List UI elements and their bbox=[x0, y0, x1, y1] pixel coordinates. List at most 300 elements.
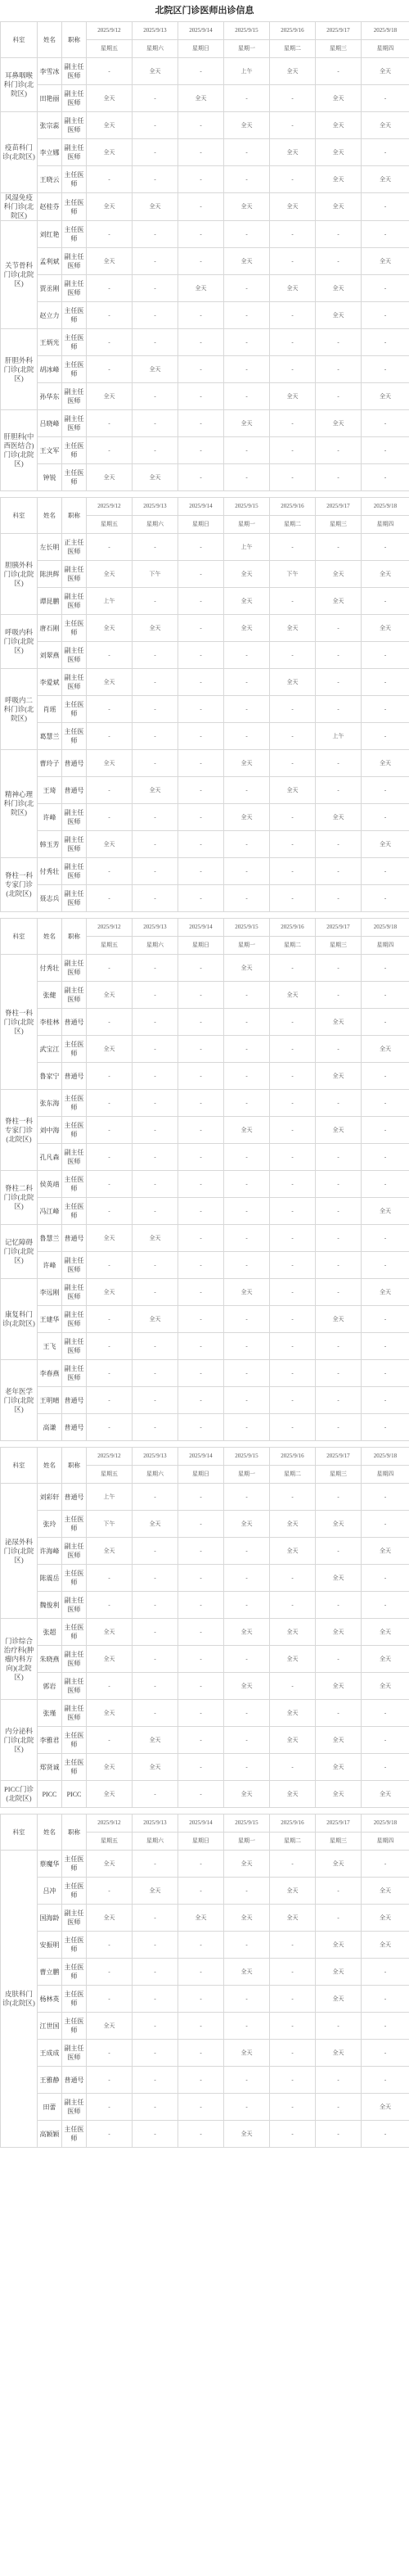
block-separator bbox=[1, 1808, 409, 1814]
schedule-slot-cell: - bbox=[224, 1036, 270, 1063]
schedule-slot-cell: 全天 bbox=[316, 1959, 362, 1986]
date-header: 2025/9/13 bbox=[133, 1814, 178, 1833]
schedule-slot-cell: 全天 bbox=[224, 750, 270, 777]
schedule-slot-cell: - bbox=[270, 831, 316, 858]
schedule-slot-cell: 全天 bbox=[224, 1279, 270, 1306]
schedule-slot-cell: - bbox=[178, 1932, 224, 1959]
schedule-slot-cell: - bbox=[270, 166, 316, 193]
table-row bbox=[1, 464, 409, 491]
schedule-slot-cell: 全天 bbox=[224, 248, 270, 275]
schedule-slot-cell: 全天 bbox=[270, 1727, 316, 1754]
schedule-slot-cell: - bbox=[133, 696, 178, 723]
schedule-slot-cell: - bbox=[362, 1063, 409, 1090]
schedule-slot-cell: 全天 bbox=[87, 561, 133, 588]
schedule-slot-cell: - bbox=[87, 410, 133, 437]
schedule-slot-cell: 全天 bbox=[362, 1673, 409, 1700]
separator-cell bbox=[1, 912, 409, 919]
schedule-slot-cell: - bbox=[178, 1619, 224, 1646]
schedule-slot-cell: - bbox=[178, 1009, 224, 1036]
schedule-slot-cell: - bbox=[178, 1063, 224, 1090]
schedule-slot-cell: 全天 bbox=[316, 85, 362, 112]
schedule-slot-cell: 全天 bbox=[87, 248, 133, 275]
date-header: 2025/9/16 bbox=[270, 1814, 316, 1833]
schedule-slot-cell: - bbox=[224, 1225, 270, 1252]
date-header: 2025/9/14 bbox=[178, 22, 224, 40]
schedule-slot-cell: 全天 bbox=[133, 1306, 178, 1333]
schedule-slot-cell: - bbox=[178, 2040, 224, 2067]
schedule-slot-cell: 全天 bbox=[316, 410, 362, 437]
schedule-slot-cell: - bbox=[133, 85, 178, 112]
doctor-name-cell: 江世国 bbox=[38, 2013, 62, 2040]
schedule-slot-cell: - bbox=[270, 588, 316, 615]
doctor-name-cell: 许海峰 bbox=[38, 1538, 62, 1565]
schedule-slot-cell: - bbox=[224, 831, 270, 858]
schedule-slot-cell: - bbox=[270, 329, 316, 356]
doctor-name-cell: 李立娜 bbox=[38, 139, 62, 166]
table-row bbox=[1, 858, 409, 885]
doctor-name-cell: 张超 bbox=[38, 1619, 62, 1646]
doctor-name-cell: 孙华东 bbox=[38, 383, 62, 410]
schedule-slot-cell: 全天 bbox=[87, 2013, 133, 2040]
doctor-name-cell: 许峰 bbox=[38, 804, 62, 831]
doctor-title-cell: 副主任医师 bbox=[62, 669, 87, 696]
schedule-slot-cell: 全天 bbox=[362, 1646, 409, 1673]
doctor-title-cell: 普通号 bbox=[62, 1387, 87, 1414]
schedule-slot-cell: - bbox=[87, 1592, 133, 1619]
schedule-slot-cell: - bbox=[87, 2040, 133, 2067]
schedule-slot-cell: - bbox=[224, 1700, 270, 1727]
table-row bbox=[1, 1959, 409, 1986]
schedule-slot-cell: - bbox=[87, 329, 133, 356]
schedule-slot-cell: - bbox=[133, 1360, 178, 1387]
schedule-slot-cell: 全天 bbox=[316, 1986, 362, 2013]
schedule-slot-cell: 全天 bbox=[87, 112, 133, 139]
doctor-name-cell: 安振明 bbox=[38, 1932, 62, 1959]
doctor-title-cell: 主任医师 bbox=[62, 1198, 87, 1225]
table-row bbox=[1, 139, 409, 166]
schedule-slot-cell: 全天 bbox=[316, 1673, 362, 1700]
schedule-slot-cell: - bbox=[178, 1360, 224, 1387]
schedule-slot-cell: - bbox=[87, 221, 133, 248]
schedule-slot-cell: - bbox=[133, 669, 178, 696]
date-header: 2025/9/14 bbox=[178, 498, 224, 516]
schedule-slot-cell: - bbox=[362, 1306, 409, 1333]
date-header: 2025/9/18 bbox=[362, 1814, 409, 1833]
schedule-slot-cell: - bbox=[178, 248, 224, 275]
schedule-slot-cell: 全天 bbox=[133, 464, 178, 491]
schedule-slot-cell: - bbox=[362, 1387, 409, 1414]
schedule-slot-cell: - bbox=[224, 1484, 270, 1511]
schedule-slot-cell: - bbox=[362, 1986, 409, 2013]
schedule-slot-cell: - bbox=[224, 858, 270, 885]
schedule-slot-cell: - bbox=[316, 1171, 362, 1198]
date-header: 2025/9/18 bbox=[362, 1448, 409, 1466]
doctor-title-cell: 主任医师 bbox=[62, 464, 87, 491]
table-row bbox=[1, 1851, 409, 1878]
schedule-slot-cell: - bbox=[362, 1565, 409, 1592]
schedule-slot-cell: - bbox=[362, 1225, 409, 1252]
doctor-name-cell: 王建华 bbox=[38, 1306, 62, 1333]
department-cell: 肝胆外科门诊(北院区) bbox=[1, 329, 38, 410]
schedule-slot-cell: - bbox=[178, 464, 224, 491]
doctor-title-cell: 主任医师 bbox=[62, 1878, 87, 1905]
schedule-slot-cell: 全天 bbox=[133, 777, 178, 804]
doctor-name-cell: 许峰 bbox=[38, 1252, 62, 1279]
date-header: 2025/9/15 bbox=[224, 1814, 270, 1833]
schedule-slot-cell: 全天 bbox=[224, 804, 270, 831]
doctor-title-cell: 普通号 bbox=[62, 777, 87, 804]
schedule-slot-cell: - bbox=[133, 1484, 178, 1511]
doctor-title-cell: 主任医师 bbox=[62, 1754, 87, 1781]
schedule-slot-cell: - bbox=[133, 588, 178, 615]
schedule-slot-cell: - bbox=[87, 1878, 133, 1905]
schedule-slot-cell: - bbox=[316, 1279, 362, 1306]
schedule-slot-cell: - bbox=[178, 1673, 224, 1700]
schedule-slot-cell: - bbox=[133, 1117, 178, 1144]
schedule-slot-cell: - bbox=[362, 2040, 409, 2067]
schedule-slot-cell: 全天 bbox=[270, 1646, 316, 1673]
schedule-slot-cell: - bbox=[316, 2094, 362, 2121]
schedule-slot-cell: - bbox=[178, 1333, 224, 1360]
schedule-slot-cell: 全天 bbox=[362, 248, 409, 275]
schedule-slot-cell: - bbox=[362, 275, 409, 302]
schedule-slot-cell: - bbox=[87, 356, 133, 383]
schedule-slot-cell: 全天 bbox=[316, 1781, 362, 1808]
weekday-header: 星期五 bbox=[87, 1833, 133, 1851]
date-header-row bbox=[1, 1448, 409, 1466]
doctor-title-cell: 副主任医师 bbox=[62, 955, 87, 982]
date-header: 2025/9/13 bbox=[133, 919, 178, 937]
doctor-name-cell: 郑贤诚 bbox=[38, 1754, 62, 1781]
doctor-title-cell: 副主任医师 bbox=[62, 139, 87, 166]
doctor-name-cell: 王成成 bbox=[38, 2040, 62, 2067]
schedule-slot-cell: - bbox=[87, 1565, 133, 1592]
schedule-slot-cell: 全天 bbox=[316, 1063, 362, 1090]
doctor-title-cell: 副主任医师 bbox=[62, 2094, 87, 2121]
department-cell: 脊柱一科专家门诊(北院区) bbox=[1, 1090, 38, 1171]
table-row bbox=[1, 2040, 409, 2067]
schedule-slot-cell: 全天 bbox=[87, 1781, 133, 1808]
doctor-name-cell: 张瑾 bbox=[38, 1700, 62, 1727]
table-row bbox=[1, 1932, 409, 1959]
schedule-slot-cell: 全天 bbox=[270, 383, 316, 410]
weekday-header: 星期三 bbox=[316, 1833, 362, 1851]
separator-cell bbox=[1, 491, 409, 498]
schedule-slot-cell: - bbox=[178, 588, 224, 615]
schedule-slot-cell: - bbox=[270, 2067, 316, 2094]
schedule-slot-cell: 全天 bbox=[270, 1700, 316, 1727]
schedule-slot-cell: - bbox=[316, 464, 362, 491]
doctor-name-cell: 曹立鹏 bbox=[38, 1959, 62, 1986]
schedule-slot-cell: - bbox=[362, 1090, 409, 1117]
schedule-slot-cell: - bbox=[178, 1225, 224, 1252]
schedule-slot-cell: - bbox=[133, 750, 178, 777]
table-row bbox=[1, 1036, 409, 1063]
doctor-name-cell: 张健 bbox=[38, 982, 62, 1009]
schedule-slot-cell: - bbox=[316, 1225, 362, 1252]
table-row bbox=[1, 2094, 409, 2121]
table-row bbox=[1, 1171, 409, 1198]
doctor-title-cell: 主任医师 bbox=[62, 1932, 87, 1959]
date-header: 2025/9/14 bbox=[178, 1448, 224, 1466]
doctor-name-cell: 杨林英 bbox=[38, 1986, 62, 2013]
schedule-slot-cell: - bbox=[316, 669, 362, 696]
schedule-slot-cell: - bbox=[87, 1333, 133, 1360]
schedule-slot-cell: - bbox=[178, 1646, 224, 1673]
doctor-title-cell: 副主任医师 bbox=[62, 642, 87, 669]
schedule-slot-cell: - bbox=[362, 1484, 409, 1511]
schedule-slot-cell: - bbox=[133, 248, 178, 275]
schedule-slot-cell: - bbox=[316, 831, 362, 858]
schedule-slot-cell: 全天 bbox=[316, 1565, 362, 1592]
doctor-title-cell: 副主任医师 bbox=[62, 275, 87, 302]
schedule-slot-cell: 全天 bbox=[87, 193, 133, 221]
schedule-slot-cell: - bbox=[270, 112, 316, 139]
schedule-slot-cell: - bbox=[362, 193, 409, 221]
doctor-name-cell: 李雅君 bbox=[38, 1727, 62, 1754]
date-header: 2025/9/12 bbox=[87, 22, 133, 40]
schedule-slot-cell: - bbox=[133, 1171, 178, 1198]
doctor-title-cell: 副主任医师 bbox=[62, 383, 87, 410]
doctor-name-cell: 孔凡森 bbox=[38, 1144, 62, 1171]
schedule-slot-cell: - bbox=[133, 1700, 178, 1727]
schedule-slot-cell: - bbox=[133, 1279, 178, 1306]
schedule-slot-cell: 全天 bbox=[362, 2094, 409, 2121]
schedule-slot-cell: 全天 bbox=[133, 1878, 178, 1905]
table-row bbox=[1, 1592, 409, 1619]
schedule-slot-cell: - bbox=[178, 1252, 224, 1279]
schedule-slot-cell: - bbox=[87, 1306, 133, 1333]
doctor-name-cell: 王炳光 bbox=[38, 329, 62, 356]
table-row bbox=[1, 356, 409, 383]
schedule-slot-cell: - bbox=[316, 1252, 362, 1279]
schedule-slot-cell: 全天 bbox=[133, 356, 178, 383]
schedule-slot-cell: - bbox=[178, 1484, 224, 1511]
schedule-slot-cell: 全天 bbox=[362, 166, 409, 193]
schedule-slot-cell: - bbox=[224, 1144, 270, 1171]
schedule-slot-cell: - bbox=[224, 1387, 270, 1414]
schedule-slot-cell: - bbox=[178, 885, 224, 912]
schedule-slot-cell: - bbox=[316, 955, 362, 982]
schedule-table bbox=[0, 21, 409, 2148]
schedule-slot-cell: - bbox=[316, 1144, 362, 1171]
schedule-slot-cell: - bbox=[178, 804, 224, 831]
table-row bbox=[1, 437, 409, 464]
schedule-slot-cell: - bbox=[362, 1511, 409, 1538]
doctor-title-cell: 副主任医师 bbox=[62, 1646, 87, 1673]
department-cell: 呼吸内二科门诊(北院区) bbox=[1, 669, 38, 750]
weekday-header: 星期四 bbox=[362, 516, 409, 534]
schedule-slot-cell: - bbox=[316, 1090, 362, 1117]
schedule-slot-cell: - bbox=[270, 1851, 316, 1878]
schedule-slot-cell: - bbox=[133, 1781, 178, 1808]
schedule-slot-cell: 全天 bbox=[316, 112, 362, 139]
doctor-title-cell: 副主任医师 bbox=[62, 1700, 87, 1727]
department-cell: 内分泌科门诊(北院区) bbox=[1, 1700, 38, 1781]
doctor-name-cell: PICC bbox=[38, 1781, 62, 1808]
table-row bbox=[1, 642, 409, 669]
schedule-slot-cell: - bbox=[133, 1959, 178, 1986]
schedule-slot-cell: - bbox=[87, 437, 133, 464]
doctor-name-cell: 李春燕 bbox=[38, 1360, 62, 1387]
schedule-slot-cell: - bbox=[178, 858, 224, 885]
schedule-slot-cell: - bbox=[178, 1959, 224, 1986]
date-header: 2025/9/17 bbox=[316, 498, 362, 516]
department-cell: 门诊综合治疗科(肿瘤内科方向)(北院区) bbox=[1, 1619, 38, 1700]
schedule-slot-cell: - bbox=[224, 982, 270, 1009]
name-column-header: 姓名 bbox=[38, 1814, 62, 1851]
dept-column-header: 科室 bbox=[1, 22, 38, 58]
doctor-name-cell: 陈震岳 bbox=[38, 1565, 62, 1592]
block-separator bbox=[1, 912, 409, 919]
schedule-slot-cell: - bbox=[270, 858, 316, 885]
doctor-name-cell: 魏俊利 bbox=[38, 1592, 62, 1619]
doctor-title-cell: 副主任医师 bbox=[62, 1252, 87, 1279]
schedule-slot-cell: 上午 bbox=[316, 723, 362, 750]
schedule-slot-cell: 全天 bbox=[316, 1511, 362, 1538]
schedule-slot-cell: - bbox=[178, 166, 224, 193]
table-row bbox=[1, 669, 409, 696]
weekday-header: 星期日 bbox=[178, 1466, 224, 1484]
schedule-slot-cell: 全天 bbox=[270, 1878, 316, 1905]
schedule-slot-cell: - bbox=[178, 1986, 224, 2013]
schedule-slot-cell: 全天 bbox=[270, 1619, 316, 1646]
doctor-title-cell: 主任医师 bbox=[62, 1511, 87, 1538]
doctor-title-cell: 主任医师 bbox=[62, 1090, 87, 1117]
schedule-slot-cell: - bbox=[87, 1932, 133, 1959]
doctor-title-cell: 副主任医师 bbox=[62, 831, 87, 858]
schedule-slot-cell: - bbox=[316, 1538, 362, 1565]
schedule-slot-cell: 全天 bbox=[224, 1511, 270, 1538]
table-row bbox=[1, 955, 409, 982]
schedule-slot-cell: - bbox=[133, 982, 178, 1009]
schedule-slot-cell: 全天 bbox=[316, 302, 362, 329]
schedule-slot-cell: - bbox=[87, 1198, 133, 1225]
schedule-slot-cell: - bbox=[270, 723, 316, 750]
schedule-slot-cell: - bbox=[87, 696, 133, 723]
schedule-slot-cell: 全天 bbox=[178, 1905, 224, 1932]
table-row bbox=[1, 383, 409, 410]
department-cell: 脊柱二科门诊(北院区) bbox=[1, 1171, 38, 1225]
table-row bbox=[1, 2067, 409, 2094]
schedule-slot-cell: - bbox=[224, 642, 270, 669]
schedule-slot-cell: - bbox=[270, 804, 316, 831]
schedule-slot-cell: - bbox=[362, 1851, 409, 1878]
date-header: 2025/9/15 bbox=[224, 22, 270, 40]
doctor-name-cell: 郭岩 bbox=[38, 1673, 62, 1700]
schedule-slot-cell: - bbox=[270, 1959, 316, 1986]
schedule-slot-cell: 全天 bbox=[87, 1036, 133, 1063]
schedule-slot-cell: - bbox=[270, 1009, 316, 1036]
schedule-slot-cell: - bbox=[133, 1198, 178, 1225]
dept-column-header: 科室 bbox=[1, 498, 38, 534]
schedule-slot-cell: - bbox=[270, 1306, 316, 1333]
doctor-name-cell: 侯英靖 bbox=[38, 1171, 62, 1198]
doctor-name-cell: 国海龄 bbox=[38, 1905, 62, 1932]
schedule-slot-cell: - bbox=[362, 1009, 409, 1036]
schedule-slot-cell: - bbox=[133, 112, 178, 139]
schedule-slot-cell: 全天 bbox=[133, 1727, 178, 1754]
schedule-slot-cell: - bbox=[270, 2121, 316, 2148]
department-cell: 疫苗科门诊(北院区) bbox=[1, 112, 38, 193]
schedule-slot-cell: - bbox=[87, 1144, 133, 1171]
department-cell: 记忆障碍门诊(北院区) bbox=[1, 1225, 38, 1279]
schedule-slot-cell: - bbox=[224, 669, 270, 696]
schedule-slot-cell: - bbox=[270, 248, 316, 275]
doctor-title-cell: 主任医师 bbox=[62, 1117, 87, 1144]
schedule-slot-cell: - bbox=[178, 1414, 224, 1441]
schedule-slot-cell: - bbox=[270, 1484, 316, 1511]
schedule-slot-cell: - bbox=[362, 723, 409, 750]
schedule-slot-cell: - bbox=[224, 723, 270, 750]
schedule-slot-cell: - bbox=[87, 777, 133, 804]
table-row bbox=[1, 1117, 409, 1144]
doctor-name-cell: 张东海 bbox=[38, 1090, 62, 1117]
doctor-name-cell: 王飞 bbox=[38, 1333, 62, 1360]
schedule-slot-cell: 全天 bbox=[362, 58, 409, 85]
weekday-header: 星期三 bbox=[316, 1466, 362, 1484]
schedule-slot-cell: 全天 bbox=[316, 193, 362, 221]
schedule-slot-cell: - bbox=[178, 1754, 224, 1781]
schedule-slot-cell: - bbox=[270, 1754, 316, 1781]
schedule-slot-cell: 全天 bbox=[316, 166, 362, 193]
schedule-slot-cell: - bbox=[224, 1063, 270, 1090]
schedule-slot-cell: - bbox=[178, 302, 224, 329]
schedule-slot-cell: - bbox=[87, 1117, 133, 1144]
schedule-slot-cell: - bbox=[178, 669, 224, 696]
schedule-slot-cell: - bbox=[362, 642, 409, 669]
weekday-header: 星期六 bbox=[133, 40, 178, 58]
schedule-slot-cell: 全天 bbox=[87, 1700, 133, 1727]
table-row bbox=[1, 302, 409, 329]
schedule-slot-cell: - bbox=[270, 1360, 316, 1387]
schedule-slot-cell: 全天 bbox=[316, 1619, 362, 1646]
doctor-title-cell: 副主任医师 bbox=[62, 410, 87, 437]
schedule-slot-cell: - bbox=[224, 464, 270, 491]
table-row bbox=[1, 1279, 409, 1306]
schedule-slot-cell: 全天 bbox=[87, 464, 133, 491]
date-header-row bbox=[1, 1814, 409, 1833]
schedule-slot-cell: - bbox=[178, 1090, 224, 1117]
schedule-slot-cell: - bbox=[133, 1646, 178, 1673]
department-cell: 康复科门诊(北院区) bbox=[1, 1279, 38, 1360]
schedule-slot-cell: - bbox=[178, 383, 224, 410]
schedule-slot-cell: - bbox=[362, 1333, 409, 1360]
table-row bbox=[1, 1306, 409, 1333]
schedule-slot-cell: - bbox=[316, 1198, 362, 1225]
date-header: 2025/9/17 bbox=[316, 919, 362, 937]
schedule-slot-cell: 全天 bbox=[362, 1878, 409, 1905]
table-row bbox=[1, 275, 409, 302]
doctor-name-cell: 付秀壮 bbox=[38, 858, 62, 885]
doctor-name-cell: 左长明 bbox=[38, 534, 62, 561]
doctor-name-cell: 谭昆鹏 bbox=[38, 588, 62, 615]
department-cell: 呼吸内科门诊(北院区) bbox=[1, 615, 38, 669]
table-row bbox=[1, 1387, 409, 1414]
title-column-header: 职称 bbox=[62, 22, 87, 58]
schedule-slot-cell: 全天 bbox=[87, 615, 133, 642]
schedule-slot-cell: 上午 bbox=[224, 534, 270, 561]
schedule-slot-cell: 全天 bbox=[362, 383, 409, 410]
schedule-slot-cell: - bbox=[224, 356, 270, 383]
schedule-slot-cell: - bbox=[316, 534, 362, 561]
schedule-slot-cell: - bbox=[133, 2094, 178, 2121]
doctor-name-cell: 张宗蕊 bbox=[38, 112, 62, 139]
weekday-header: 星期四 bbox=[362, 1466, 409, 1484]
department-cell: 脊柱一科门诊(北院区) bbox=[1, 955, 38, 1090]
schedule-slot-cell: 全天 bbox=[316, 1932, 362, 1959]
schedule-slot-cell: - bbox=[133, 723, 178, 750]
